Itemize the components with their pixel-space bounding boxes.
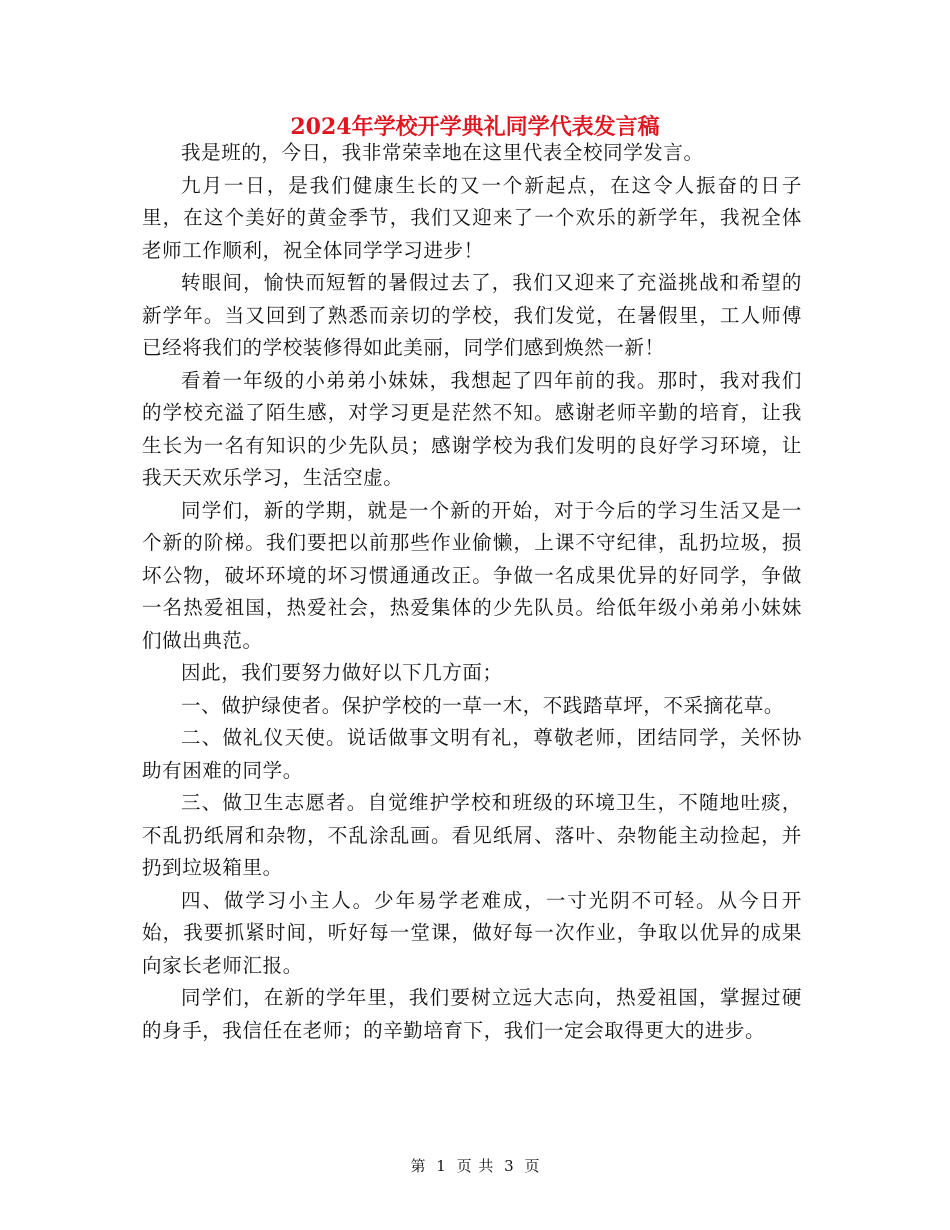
document-body	[142, 137, 802, 1047]
footer-page-number: 1	[436, 1157, 446, 1175]
footer-total-pages: 3	[504, 1157, 514, 1175]
footer-page-middle: 页 共	[456, 1157, 494, 1175]
paragraph-10: 四、做学习小主人。少年易学老难成，一寸光阴不可轻。从今日开始，我要抓紧时间，听好每一堂课，做好每一次作业，争取以优异的成果向家长老师汇报。	[142, 888, 802, 977]
paragraph-5: 同学们，新的学期，就是一个新的开始，对于今后的学习生活又是一个新的阶梯。我们要把以前那些作业偷懒，上课不守纪律，乱扔垃圾，损坏公物，破坏环境的坏习惯通通改正。争做一名成果优异的好同学，争做一名热爱祖国，热爱社会，热爱集体的少先队员。给低年级小弟弟小妹妹们做出典范。	[142, 498, 802, 652]
paragraph-6: 因此，我们要努力做好以下几方面；	[181, 661, 503, 684]
paragraph-4: 看着一年级的小弟弟小妹妹，我想起了四年前的我。那时，我对我们的学校充溢了陌生感，对学习更是茫然不知。感谢老师辛勤的培育，让我生长为一名有知识的少先队员；感谢学校为我们发明的良好学习环境，让我天天欢乐学习，生活空虚。	[142, 368, 802, 489]
paragraph-2: 九月一日，是我们健康生长的又一个新起点，在这令人振奋的日子里，在这个美好的黄金季节，我们又迎来了一个欢乐的新学年，我祝全体老师工作顺利，祝全体同学学习进步！	[142, 173, 802, 262]
paragraph-11: 同学们，在新的学年里，我们要树立远大志向，热爱祖国，掌握过硬的身手，我信任在老师；的辛勤培育下，我们一定会取得更大的进步。	[142, 986, 802, 1042]
paragraph-9: 三、做卫生志愿者。自觉维护学校和班级的环境卫生，不随地吐痰，不乱扔纸屑和杂物，不乱涂乱画。看见纸屑、落叶、杂物能主动捡起，并扔到垃圾箱里。	[142, 791, 802, 879]
footer-page-suffix: 页	[524, 1157, 540, 1175]
paragraph-1: 我是班的，今日，我非常荣幸地在这里代表全校同学发言。	[181, 141, 704, 164]
paragraph-3: 转眼间，愉快而短暂的暑假过去了，我们又迎来了充溢挑战和希望的新学年。当又回到了熟悉而亲切的学校，我们发觉，在暑假里，工人师傅已经将我们的学校装修得如此美丽，同学们感到焕然一新！	[142, 271, 802, 359]
paragraph-8: 二、做礼仪天使。说话做事文明有礼，尊敬老师，团结同学，关怀协助有困难的同学。	[142, 726, 802, 782]
page-footer	[0, 1155, 950, 1176]
paragraph-7: 一、做护绿使者。保护学校的一草一木，不践踏草坪，不采摘花草。	[181, 693, 785, 717]
footer-page-prefix: 第	[410, 1157, 426, 1175]
document-title: 2024年学校开学典礼同学代表发言稿	[290, 114, 660, 140]
